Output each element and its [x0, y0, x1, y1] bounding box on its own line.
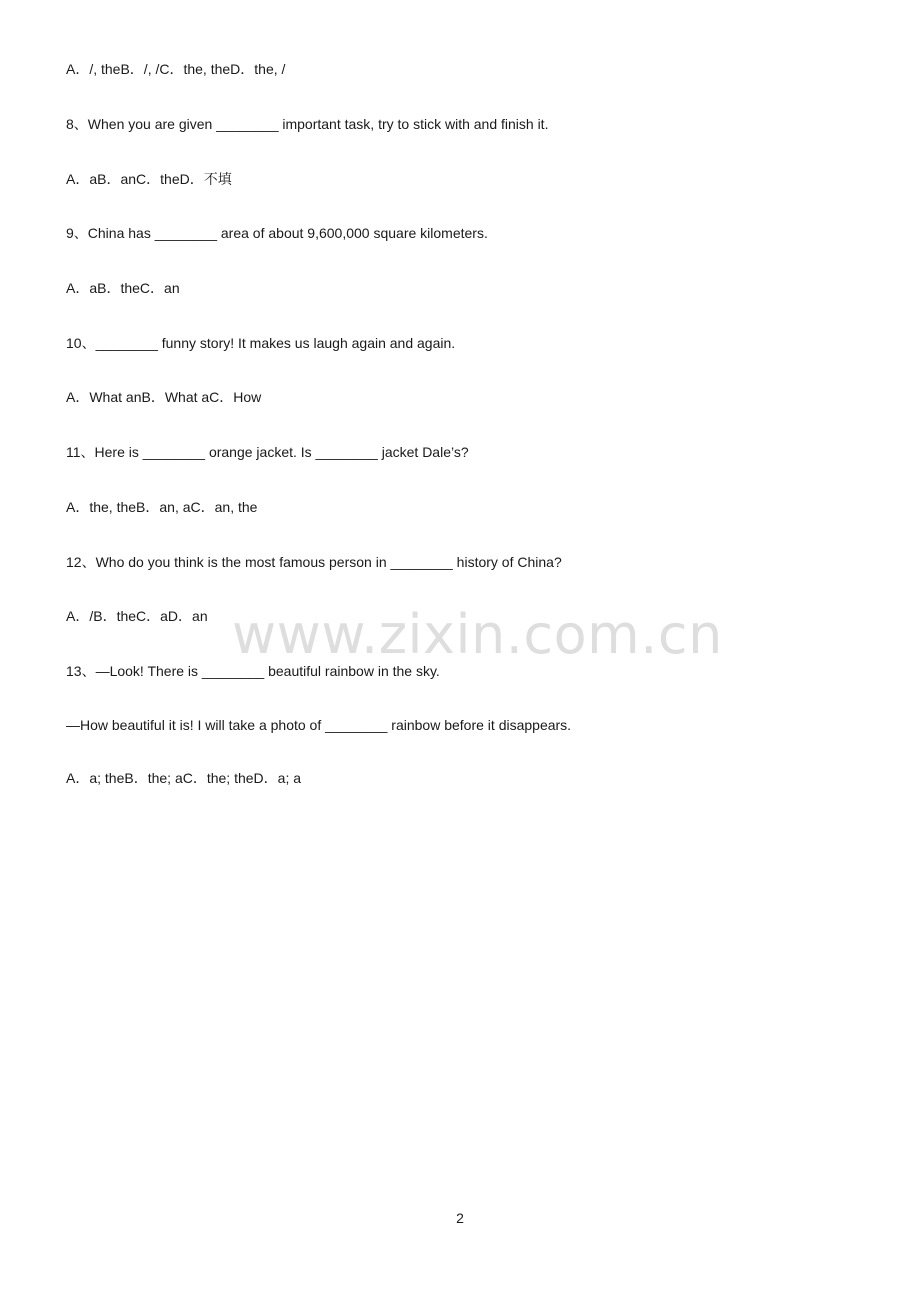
- options-question-8: A．aB．anC．theD．不填: [66, 171, 232, 187]
- options-question-12: A．/B．theC．aD．an: [66, 608, 208, 624]
- options-question-9: A．aB．theC．an: [66, 280, 180, 296]
- page-number: 2: [456, 1210, 464, 1226]
- question-11: 11、Here is ________ orange jacket. Is ________ jacket Dale’s?: [66, 444, 469, 460]
- options-question-13: A．a; theB．the; aC．the; theD．a; a: [66, 770, 302, 786]
- question-12: 12、Who do you think is the most famous person in ________ history of China?: [66, 554, 562, 570]
- question-13-continued: —How beautiful it is! I will take a photo of ________ rainbow before it disappears.: [66, 717, 572, 733]
- question-10: 10、________ funny story! It makes us laugh again and again.: [66, 335, 456, 351]
- watermark: www.zixin.com.cn: [232, 603, 723, 666]
- options-question-10: A．What anB．What aC．How: [66, 389, 262, 405]
- options-question-11: A．the, theB．an, aC．an, the: [66, 499, 258, 515]
- question-8: 8、When you are given ________ important task, try to stick with and finish it.: [66, 116, 549, 132]
- options-question-7: A．/, theB．/, /C．the, theD．the, /: [66, 61, 286, 77]
- question-9: 9、China has ________ area of about 9,600,000 square kilometers.: [66, 225, 488, 241]
- question-13: 13、—Look! There is ________ beautiful rainbow in the sky.: [66, 663, 440, 679]
